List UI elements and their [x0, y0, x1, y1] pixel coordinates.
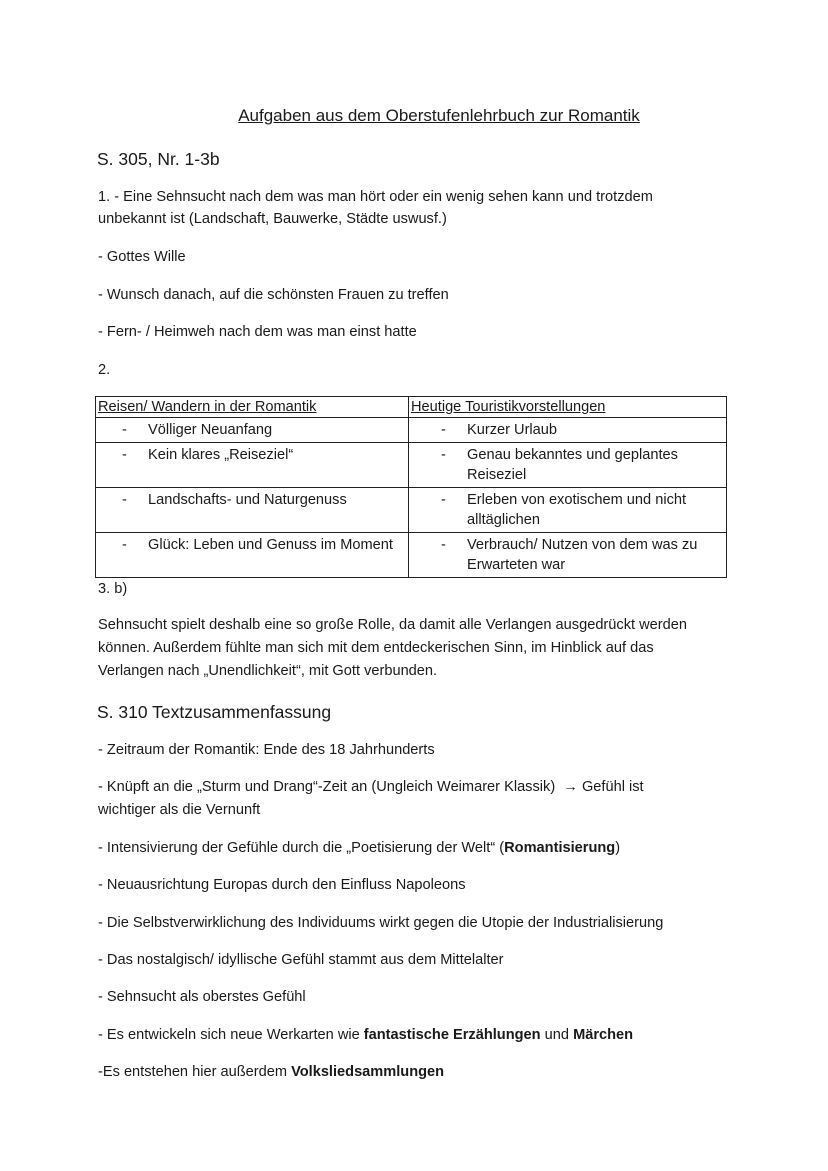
table-header-romantik: Reisen/ Wandern in der Romantik: [96, 397, 409, 418]
task3-line-2: können. Außerdem fühlte man sich mit dem entdeckerischen Sinn, im Hinblick auf das: [98, 640, 654, 656]
task3-line-3: Verlangen nach „Unendlichkeit“, mit Gott verbunden.: [98, 663, 438, 679]
dash-marker: -: [441, 537, 446, 553]
summary-point-1: - Zeitraum der Romantik: Ende des 18 Jahrhunderts: [98, 742, 435, 758]
bold-term: fantastische Erzählungen: [363, 1027, 541, 1043]
bold-term: Volksliedsammlungen: [291, 1064, 445, 1080]
summary-point-7: - Sehnsucht als oberstes Gefühl: [98, 989, 306, 1005]
table-cell: [96, 533, 408, 557]
table-cell: [96, 488, 408, 512]
cell-text: Kurzer Urlaub: [467, 422, 558, 438]
summary-text: - Intensivierung der Gefühle durch die „Poetisierung der Welt“ (: [98, 840, 505, 856]
table-cell: [409, 418, 726, 442]
table-cell: [96, 443, 408, 467]
dash-marker: -: [122, 447, 127, 463]
dash-marker: -: [122, 492, 127, 508]
summary-text: - Es entwickeln sich neue Werkarten wie: [98, 1027, 360, 1043]
task1-bullet-2: - Wunsch danach, auf die schönsten Frauen zu treffen: [98, 287, 449, 303]
summary-text: und: [544, 1027, 569, 1043]
dash-marker: -: [122, 422, 127, 438]
table-cell: [96, 418, 408, 442]
table-header-touristik: Heutige Touristikvorstellungen: [409, 397, 727, 418]
cell-text: Erleben von exotischem und nicht alltäglichen: [467, 492, 687, 528]
section-heading-s305: S. 305, Nr. 1-3b: [97, 149, 220, 169]
bold-term: Märchen: [573, 1027, 634, 1043]
dash-marker: -: [441, 492, 446, 508]
summary-text: Gefühl ist: [581, 779, 644, 795]
table-row: [96, 418, 727, 443]
summary-point-5: - Die Selbstverwirklichung des Individuums wirkt gegen die Utopie der Industrialisierung: [98, 915, 664, 931]
table-row: [96, 488, 727, 533]
task1-text-1: - Eine Sehnsucht nach dem was man hört oder ein wenig sehen kann und trotzdem: [114, 189, 653, 205]
cell-text: Landschafts- und Naturgenuss: [148, 492, 347, 508]
task1-bullet-3: - Fern- / Heimweh nach dem was man einst hatte: [98, 324, 417, 340]
summary-point-2: [98, 776, 644, 798]
dash-marker: -: [441, 422, 446, 438]
cell-text: Verbrauch/ Nutzen von dem was zu Erwarteten war: [467, 537, 698, 573]
summary-point-2-cont: wichtiger als die Vernunft: [98, 802, 261, 818]
table-row: [96, 533, 727, 578]
bold-term: Romantisierung: [504, 840, 616, 856]
dash-marker: -: [122, 537, 127, 553]
summary-point-3: [98, 837, 620, 859]
cell-text: Glück: Leben und Genuss im Moment: [148, 537, 393, 553]
table-header-row: [96, 397, 727, 418]
summary-point-9: [98, 1061, 444, 1083]
task1-line-2: unbekannt ist (Landschaft, Bauwerke, Städte uswusf.): [98, 211, 447, 227]
summary-point-6: - Das nostalgisch/ idyllische Gefühl stammt aus dem Mittelalter: [98, 952, 504, 968]
cell-text: Kein klares „Reiseziel“: [148, 447, 294, 463]
summary-text: - Knüpft an die „Sturm und Drang“-Zeit an (Ungleich Weimarer Klassik): [98, 779, 556, 795]
summary-text: -Es entstehen hier außerdem: [98, 1064, 288, 1080]
task1-bullet-1: - Gottes Wille: [98, 249, 186, 265]
summary-point-8: [98, 1024, 633, 1046]
table-cell: [409, 488, 726, 532]
task1-line-1: [98, 186, 653, 208]
task2-label: 2.: [98, 362, 111, 378]
summary-text: ): [615, 840, 621, 856]
task3-line-1: Sehnsucht spielt deshalb eine so große Rolle, da damit alle Verlangen ausgedrückt werden: [98, 617, 687, 633]
summary-point-4: - Neuausrichtung Europas durch den Einfluss Napoleons: [98, 877, 466, 893]
table-cell: [409, 443, 726, 487]
task1-label: 1.: [98, 189, 111, 205]
page-title: Aufgaben aus dem Oberstufenlehrbuch zur Romantik: [238, 106, 640, 125]
cell-text: Genau bekanntes und geplantes Reiseziel: [467, 447, 678, 483]
cell-text: Völliger Neuanfang: [148, 422, 273, 438]
section-heading-s310: S. 310 Textzusammenfassung: [97, 702, 332, 722]
comparison-table: [95, 396, 727, 578]
table-row: [96, 443, 727, 488]
task3-label: 3. b): [98, 581, 128, 597]
table-cell: [409, 533, 726, 577]
dash-marker: -: [441, 447, 446, 463]
arrow-right-icon: →: [563, 779, 578, 795]
